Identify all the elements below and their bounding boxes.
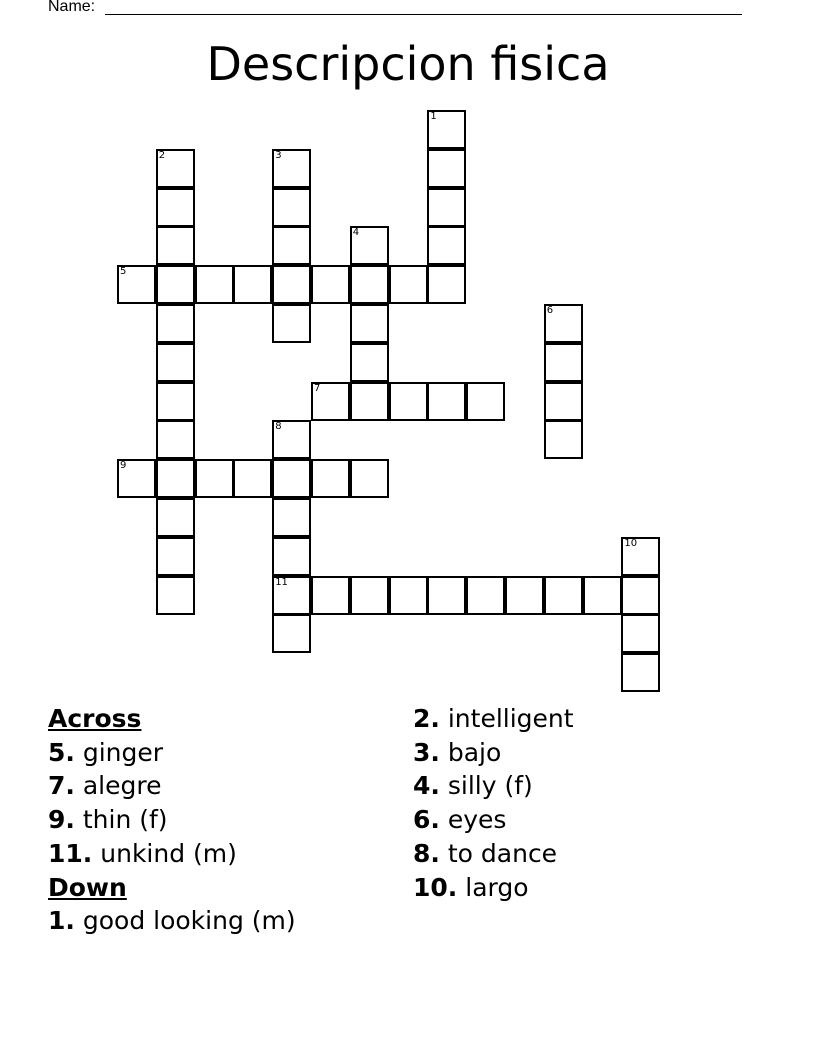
grid-cell[interactable] — [272, 304, 311, 343]
grid-cell[interactable] — [156, 537, 195, 576]
grid-cell[interactable] — [233, 459, 272, 498]
clue-text: good looking (m) — [82, 906, 296, 936]
grid-cell[interactable] — [350, 459, 389, 498]
clue-text: eyes — [447, 805, 507, 835]
clue-item — [48, 803, 296, 837]
clue-text: largo — [465, 872, 529, 902]
grid-cell[interactable] — [544, 576, 583, 615]
clue-number-label: 10 — [624, 537, 638, 549]
grid-cell[interactable] — [427, 188, 466, 227]
clue-number: 11. — [48, 838, 93, 868]
grid-cell[interactable] — [621, 537, 660, 576]
clue-item — [48, 837, 296, 871]
grid-cell[interactable] — [272, 459, 311, 498]
clue-number-label: 11 — [275, 576, 288, 588]
grid-cell[interactable] — [544, 382, 583, 421]
grid-cell[interactable] — [195, 459, 234, 498]
grid-cell[interactable] — [350, 226, 389, 265]
name-label: Name: — [48, 0, 96, 15]
down-heading: Down — [48, 872, 127, 902]
clue-item — [413, 769, 574, 803]
grid-cell[interactable] — [272, 614, 311, 653]
across-heading: Across — [48, 704, 142, 733]
grid-cell[interactable] — [350, 343, 389, 382]
clue-number: 7. — [48, 771, 75, 801]
grid-cell[interactable] — [117, 265, 156, 304]
grid-cell[interactable] — [233, 265, 272, 304]
grid-cell[interactable] — [156, 265, 195, 304]
clue-text: silly (f) — [447, 771, 533, 801]
grid-cell[interactable] — [350, 304, 389, 343]
grid-cell[interactable] — [427, 110, 466, 149]
grid-cell[interactable] — [389, 382, 428, 421]
grid-cell[interactable] — [621, 614, 660, 653]
grid-cell[interactable] — [272, 576, 311, 615]
clue-text: thin (f) — [82, 805, 168, 835]
clue-item — [413, 871, 574, 905]
grid-cell[interactable] — [311, 265, 350, 304]
clue-item — [413, 837, 574, 871]
clues-left-column — [48, 702, 296, 938]
grid-cell[interactable] — [156, 420, 195, 459]
grid-cell[interactable] — [583, 576, 622, 615]
clue-text: to dance — [447, 838, 558, 868]
grid-cell[interactable] — [427, 149, 466, 188]
clue-number: 10. — [413, 872, 458, 902]
grid-cell[interactable] — [272, 149, 311, 188]
clue-text: bajo — [447, 737, 502, 767]
clue-text: unkind (m) — [100, 838, 237, 868]
grid-cell[interactable] — [311, 382, 350, 421]
clue-number: 6. — [413, 805, 440, 835]
clue-number: 5. — [48, 737, 75, 767]
clue-number-label: 2 — [158, 149, 166, 161]
clue-number-label: 4 — [352, 227, 360, 239]
grid-cell[interactable] — [272, 420, 311, 459]
grid-cell[interactable] — [427, 226, 466, 265]
grid-cell[interactable] — [427, 382, 466, 421]
clue-number-label: 3 — [275, 149, 282, 161]
grid-cell[interactable] — [466, 382, 505, 421]
clue-number: 1. — [48, 906, 75, 936]
clue-number-label: 8 — [275, 421, 282, 433]
clue-number-label: 7 — [314, 382, 321, 394]
grid-cell[interactable] — [505, 576, 544, 615]
grid-cell[interactable] — [156, 382, 195, 421]
grid-cell[interactable] — [195, 265, 234, 304]
grid-cell[interactable] — [117, 459, 156, 498]
clue-number-label: 6 — [546, 305, 554, 316]
grid-cell[interactable] — [389, 265, 428, 304]
grid-cell[interactable] — [156, 226, 195, 265]
page-title: Descripcion fisica — [206, 37, 610, 91]
grid-cell[interactable] — [311, 576, 350, 615]
grid-cell[interactable] — [466, 576, 505, 615]
grid-cell[interactable] — [272, 188, 311, 227]
clue-number: 8. — [413, 838, 440, 868]
grid-cell[interactable] — [156, 576, 195, 615]
clue-number-label: 5 — [120, 266, 127, 278]
grid-cell[interactable] — [311, 459, 350, 498]
grid-cell[interactable] — [272, 537, 311, 576]
grid-cell[interactable] — [156, 188, 195, 227]
clue-item — [48, 736, 296, 770]
grid-cell[interactable] — [544, 420, 583, 459]
clue-number-label: 1 — [430, 111, 437, 122]
clue-number: 9. — [48, 805, 75, 835]
grid-cell[interactable] — [621, 653, 660, 692]
grid-cell[interactable] — [544, 304, 583, 343]
grid-cell[interactable] — [156, 459, 195, 498]
clue-item — [48, 904, 296, 938]
grid-cell[interactable] — [427, 576, 466, 615]
grid-cell[interactable] — [156, 304, 195, 343]
clue-item — [413, 736, 574, 770]
clue-text: alegre — [82, 771, 162, 801]
grid-cell[interactable] — [350, 576, 389, 615]
clues-right-column — [413, 702, 574, 904]
clue-item — [413, 803, 574, 837]
clue-text: ginger — [82, 737, 164, 767]
grid-cell[interactable] — [156, 343, 195, 382]
clue-text: intelligent — [447, 704, 574, 733]
grid-cell[interactable] — [272, 498, 311, 537]
grid-cell[interactable] — [350, 382, 389, 421]
grid-cell[interactable] — [272, 265, 311, 304]
grid-cell[interactable] — [156, 498, 195, 537]
clue-number: 2. — [413, 704, 440, 733]
grid-cell[interactable] — [272, 226, 311, 265]
clue-item — [413, 702, 574, 736]
grid-cell[interactable] — [389, 576, 428, 615]
grid-cell[interactable] — [156, 149, 195, 188]
clue-number: 3. — [413, 737, 440, 767]
grid-cell[interactable] — [621, 576, 660, 615]
clue-number-label: 9 — [120, 460, 127, 472]
clue-number: 4. — [413, 771, 440, 801]
grid-cell[interactable] — [544, 343, 583, 382]
grid-cell[interactable] — [427, 265, 466, 304]
grid-cell[interactable] — [350, 265, 389, 304]
clue-item — [48, 769, 296, 803]
